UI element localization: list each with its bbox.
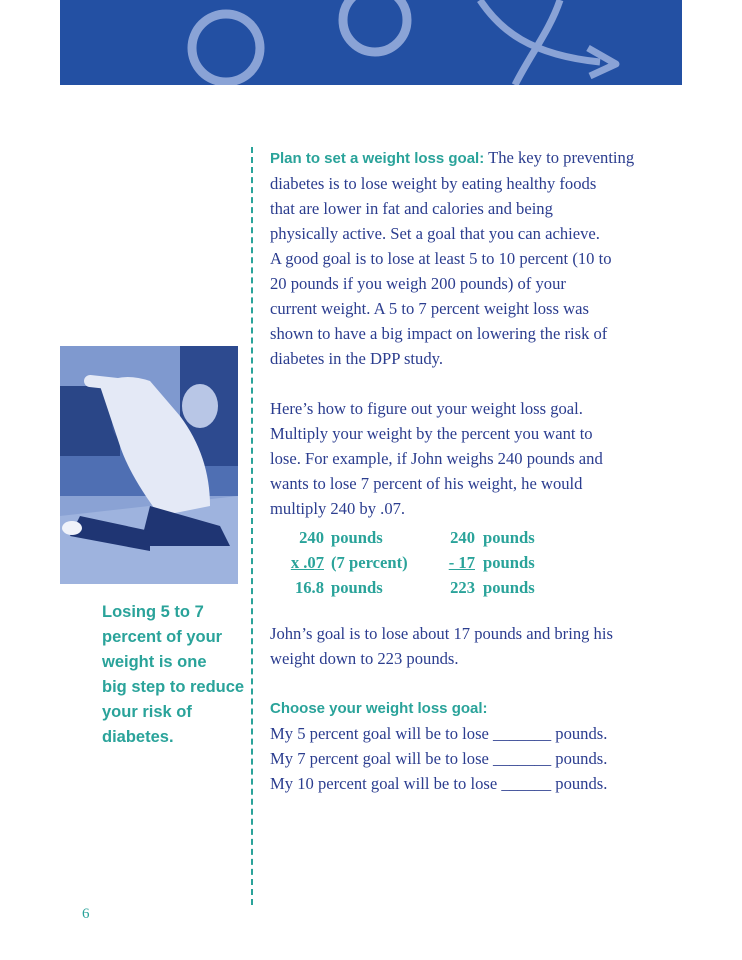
paragraph-line: weight down to 223 pounds.	[270, 649, 459, 668]
calc-unit: pounds	[483, 578, 535, 597]
paragraph-line: diabetes is to lose weight by eating healthy foods	[270, 174, 597, 193]
how-to-paragraph	[270, 396, 642, 521]
goal-fill-in-line: My 10 percent goal will be to lose ______ pounds.	[270, 774, 608, 793]
main-content	[270, 145, 642, 821]
johns-goal-paragraph	[270, 621, 642, 671]
caption-line: big step to reduce	[102, 678, 245, 696]
decorative-circles-arrow-graphic	[60, 0, 682, 85]
paragraph-first-line	[270, 145, 642, 171]
paragraph-line: that are lower in fat and calories and being	[270, 199, 553, 218]
calc-number: 240	[450, 528, 475, 547]
calculation-example	[270, 525, 642, 601]
section-heading: Plan to set a weight loss goal:	[270, 150, 485, 167]
calc-unit: pounds	[331, 528, 383, 547]
calc-unit: pounds	[483, 528, 535, 547]
dashed-divider	[251, 147, 253, 905]
goal-fill-in-line: My 7 percent goal will be to lose _______ pounds.	[270, 749, 608, 768]
paragraph-line: physically active. Set a goal that you can achieve.	[270, 224, 600, 243]
calc-number: - 17	[448, 553, 475, 572]
caption-line: weight is one	[102, 653, 207, 671]
section-heading: Choose your weight loss goal:	[270, 700, 488, 717]
paragraph-text: The key to preventing	[484, 148, 635, 167]
caption-line: diabetes.	[102, 728, 174, 746]
calc-result-number: 223	[450, 578, 475, 597]
paragraph-line: Multiply your weight by the percent you want to	[270, 424, 593, 443]
calc-number: x .07	[290, 553, 324, 572]
choose-goal-section	[270, 696, 642, 796]
calc-result-number: 16.8	[294, 578, 324, 597]
paragraph-line: shown to have a big impact on lowering the risk of	[270, 324, 608, 343]
paragraph-line: 20 pounds if you weigh 200 pounds) of your	[270, 274, 566, 293]
paragraph-line: A good goal is to lose at least 5 to 10 percent (10 to	[270, 249, 612, 268]
paragraph-line: wants to lose 7 percent of his weight, he would	[270, 474, 583, 493]
caption-line: percent of your	[102, 628, 223, 646]
calc-number: 240	[299, 528, 324, 547]
paragraph-line: Here’s how to figure out your weight loss goal.	[270, 399, 583, 418]
paragraph-line: lose. For example, if John weighs 240 pounds and	[270, 449, 603, 468]
goal-fill-in-line: My 5 percent goal will be to lose _______ pounds.	[270, 724, 608, 743]
paragraph-line: multiply 240 by .07.	[270, 499, 406, 518]
page-number: 6	[82, 906, 90, 922]
weight-goal-paragraph	[270, 145, 642, 371]
paragraph-line: John’s goal is to lose about 17 pounds and bring his	[270, 624, 613, 643]
calc-unit: (7 percent)	[331, 553, 408, 572]
calc-unit: pounds	[483, 553, 535, 572]
header-banner	[60, 0, 682, 85]
caption-line: Losing 5 to 7	[102, 603, 204, 621]
calc-unit: pounds	[331, 578, 383, 597]
paragraph-line: diabetes in the DPP study.	[270, 349, 443, 368]
paragraph-line: current weight. A 5 to 7 percent weight loss was	[270, 299, 589, 318]
exercise-photo	[60, 346, 238, 584]
pull-quote-caption	[102, 600, 252, 750]
caption-line: your risk of	[102, 703, 192, 721]
